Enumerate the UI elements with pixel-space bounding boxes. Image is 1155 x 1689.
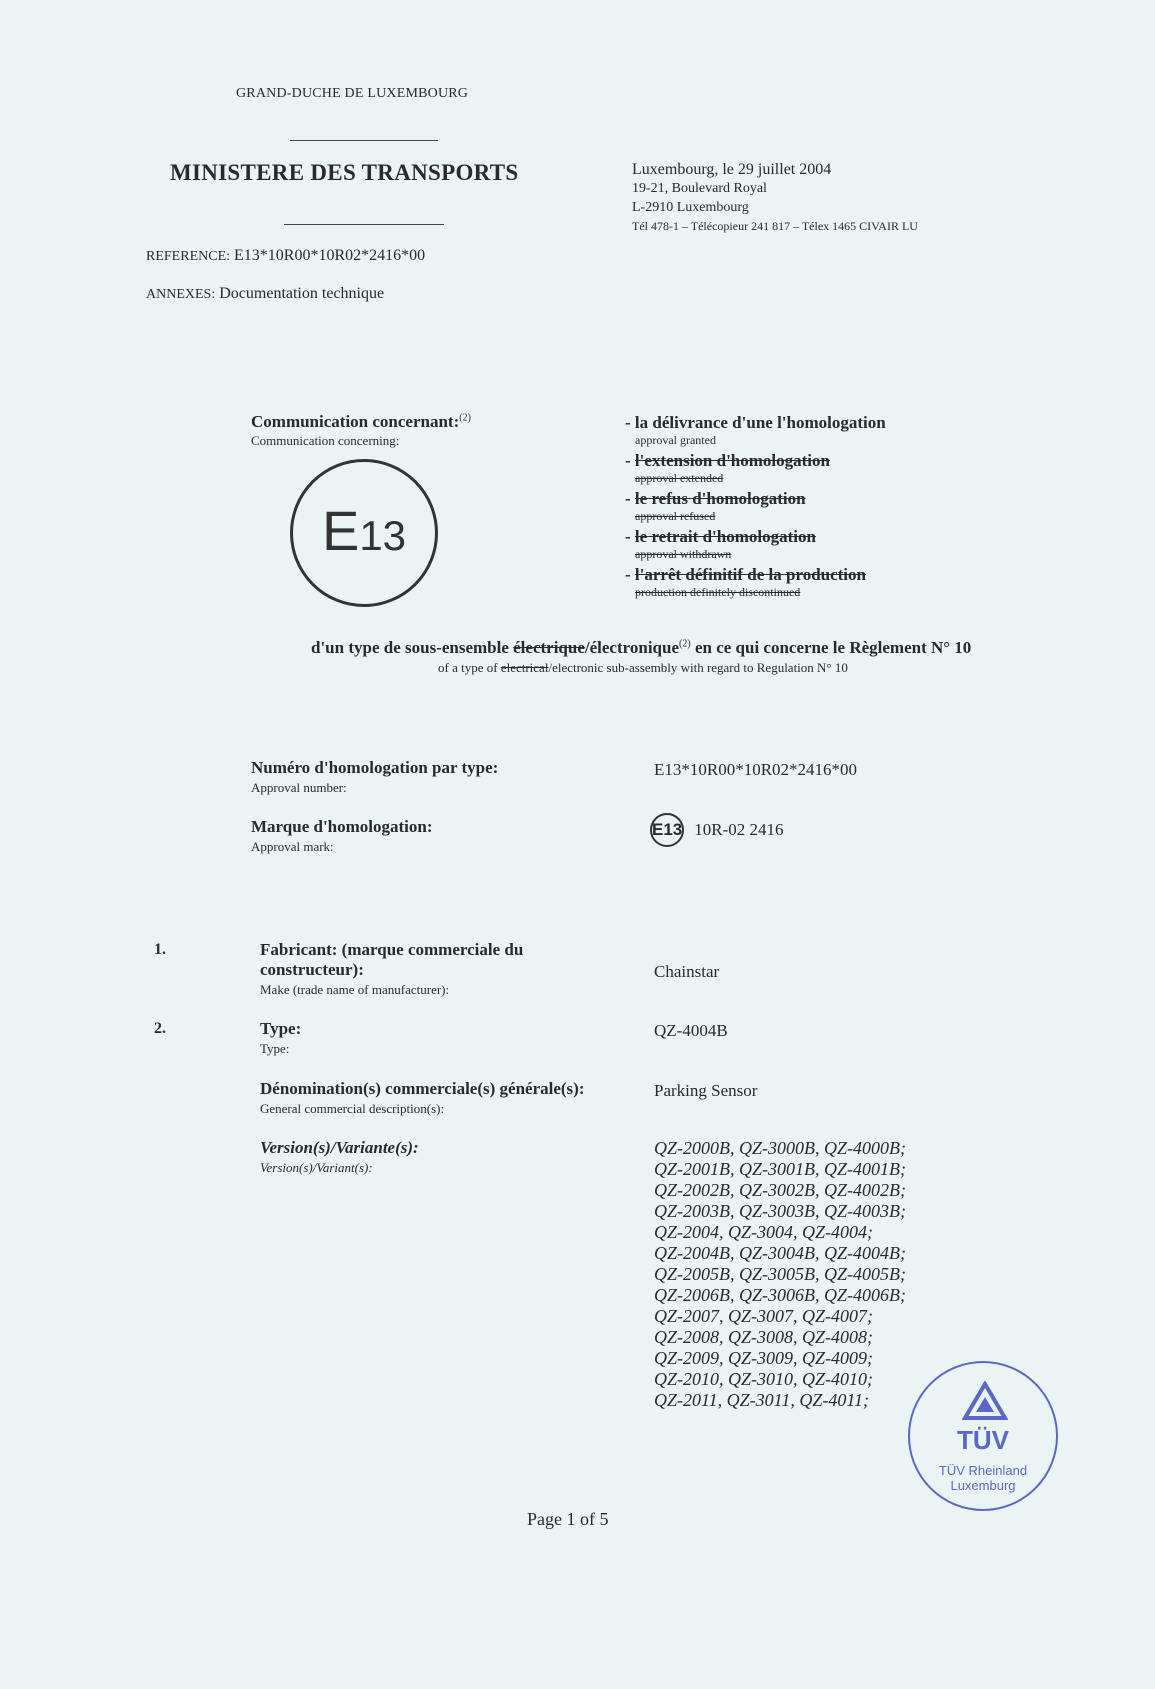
e13-small-mark: E13 (650, 813, 684, 847)
label-en: Type: (260, 1041, 290, 1056)
label-fr: Marque d'homologation: (251, 817, 433, 836)
version-line: QZ-2004, QZ-3004, QZ-4004; (654, 1222, 874, 1242)
version-line: QZ-2006B, QZ-3006B, QZ-4006B; (654, 1285, 906, 1305)
e13-letter: E (321, 499, 360, 562)
communication-options (625, 413, 886, 603)
subject-line-en (438, 660, 848, 676)
subject-struck: électrique (513, 638, 585, 657)
item-3-value: Parking Sensor (654, 1081, 758, 1100)
approval-mark-value (650, 813, 784, 847)
subject-part: d'un type de sous-ensemble (311, 638, 514, 657)
item-4-label (260, 1138, 419, 1176)
option-fr: l'extension d'homologation (634, 451, 830, 470)
label-fr: Type: (260, 1019, 302, 1038)
reference-label: REFERENCE: (146, 249, 231, 264)
version-line: QZ-2008, QZ-3008, QZ-4008; (654, 1327, 874, 1347)
approval-number-value: E13*10R00*10R02*2416*00 (654, 760, 858, 779)
approval-number-label (251, 758, 498, 796)
item-2-value: QZ-4004B (654, 1021, 728, 1040)
subject-part: en ce qui concerne le Règlement N° 10 (690, 638, 972, 657)
item-2-label (260, 1019, 301, 1057)
option-approval-refused: - le refus d'homologation approval refused (625, 489, 886, 527)
approval-mark-label (251, 817, 433, 855)
version-line: QZ-2011, QZ-3011, QZ-4011; (654, 1390, 869, 1410)
label-en: Approval mark: (251, 839, 334, 854)
version-line: QZ-2010, QZ-3010, QZ-4010; (654, 1369, 874, 1389)
item-1-value: Chainstar (654, 962, 720, 981)
contact-line: Tél 478-1 – Télécopieur 241 817 – Télex 1465 CIVAIR LU (632, 219, 918, 233)
version-line: QZ-2001B, QZ-3001B, QZ-4001B; (654, 1159, 906, 1179)
tuv-stamp (908, 1361, 1058, 1511)
approval-mark-code: 10R-02 2416 (694, 820, 784, 839)
tuv-triangle-icon (962, 1381, 1008, 1421)
address-line-1: 19-21, Boulevard Royal (632, 181, 767, 196)
option-fr: le retrait d'homologation (634, 527, 816, 546)
footnote-ref: (2) (679, 638, 691, 650)
option-en: approval extended (635, 471, 724, 485)
annexes-line (146, 285, 384, 303)
header-divider-top (290, 140, 438, 141)
option-fr: la délivrance d'une l'homologation (634, 413, 886, 432)
country-name: GRAND-DUCHE DE LUXEMBOURG (236, 86, 469, 101)
item-1-label (260, 940, 523, 998)
label-fr: Version(s)/Variante(s): (260, 1138, 419, 1157)
subject-struck: electrical (500, 660, 549, 675)
reference-value: E13*10R00*10R02*2416*00 (234, 247, 426, 264)
subject-part: of a type of (438, 660, 501, 675)
option-approval-extended: - l'extension d'homologation approval extended (625, 451, 886, 489)
subject-part: /electronic sub-assembly with regard to Regulation N° 10 (548, 660, 848, 675)
label-fr: Dénomination(s) commerciale(s) générale(s): (260, 1079, 585, 1098)
label-en: General commercial description(s): (260, 1101, 445, 1116)
option-approval-granted: - la délivrance d'une l'homologation approval granted (625, 413, 886, 447)
tuv-brand: TÜV (957, 1425, 1009, 1455)
version-line: QZ-2004B, QZ-3004B, QZ-4004B; (654, 1243, 906, 1263)
option-en: approval withdrawn (635, 547, 732, 561)
label-fr: Fabricant: (marque commerciale du (260, 940, 524, 959)
item-2-number: 2. (154, 1020, 166, 1037)
reference-line (146, 247, 425, 265)
communication-title-text: Communication concernant: (251, 412, 460, 431)
version-line: QZ-2009, QZ-3009, QZ-4009; (654, 1348, 874, 1368)
date-line: Luxembourg, le 29 juillet 2004 (632, 161, 832, 178)
option-en: approval refused (635, 509, 716, 523)
version-line: QZ-2003B, QZ-3003B, QZ-4003B; (654, 1201, 906, 1221)
option-en: approval granted (635, 433, 716, 447)
option-production-discontinued: - l'arrêt définitif de la production production definitely discontinued (625, 565, 886, 603)
option-en: production definitely discontinued (635, 585, 801, 599)
address-line-2: L-2910 Luxembourg (632, 200, 749, 215)
tuv-line-1: TÜV Rheinland (938, 1463, 1028, 1478)
version-line: QZ-2007, QZ-3007, QZ-4007; (654, 1306, 874, 1326)
item-1-number: 1. (154, 941, 166, 958)
tuv-line-2: Luxemburg (950, 1478, 1016, 1493)
page-number: Page 1 of 5 (527, 1509, 609, 1529)
communication-title (251, 412, 471, 432)
option-fr: le refus d'homologation (634, 489, 806, 508)
e13-number: 13 (359, 512, 407, 559)
label-fr: Numéro d'homologation par type: (251, 758, 499, 777)
label-en: Make (trade name of manufacturer): (260, 982, 450, 997)
label-en: Approval number: (251, 780, 347, 795)
versions-list (654, 1138, 906, 1411)
version-line: QZ-2005B, QZ-3005B, QZ-4005B; (654, 1264, 906, 1284)
subject-line (311, 638, 971, 658)
communication-subtitle: Communication concerning: (251, 433, 400, 448)
address-block (632, 160, 918, 236)
item-3-label (260, 1079, 584, 1117)
ministry-title: MINISTERE DES TRANSPORTS (170, 160, 519, 185)
option-fr: l'arrêt définitif de la production (634, 565, 866, 584)
e13-approval-mark (290, 459, 438, 607)
subject-part: /électronique (584, 638, 680, 657)
annexes-value: Documentation technique (219, 285, 385, 302)
version-line: QZ-2000B, QZ-3000B, QZ-4000B; (654, 1138, 906, 1158)
footnote-ref: (2) (459, 412, 471, 424)
version-line: QZ-2002B, QZ-3002B, QZ-4002B; (654, 1180, 906, 1200)
header-divider-bottom (284, 224, 444, 225)
label-fr: constructeur): (260, 960, 364, 979)
annexes-label: ANNEXES: (146, 287, 216, 302)
option-approval-withdrawn: - le retrait d'homologation approval withdrawn (625, 527, 886, 565)
label-en: Version(s)/Variant(s): (260, 1160, 373, 1175)
